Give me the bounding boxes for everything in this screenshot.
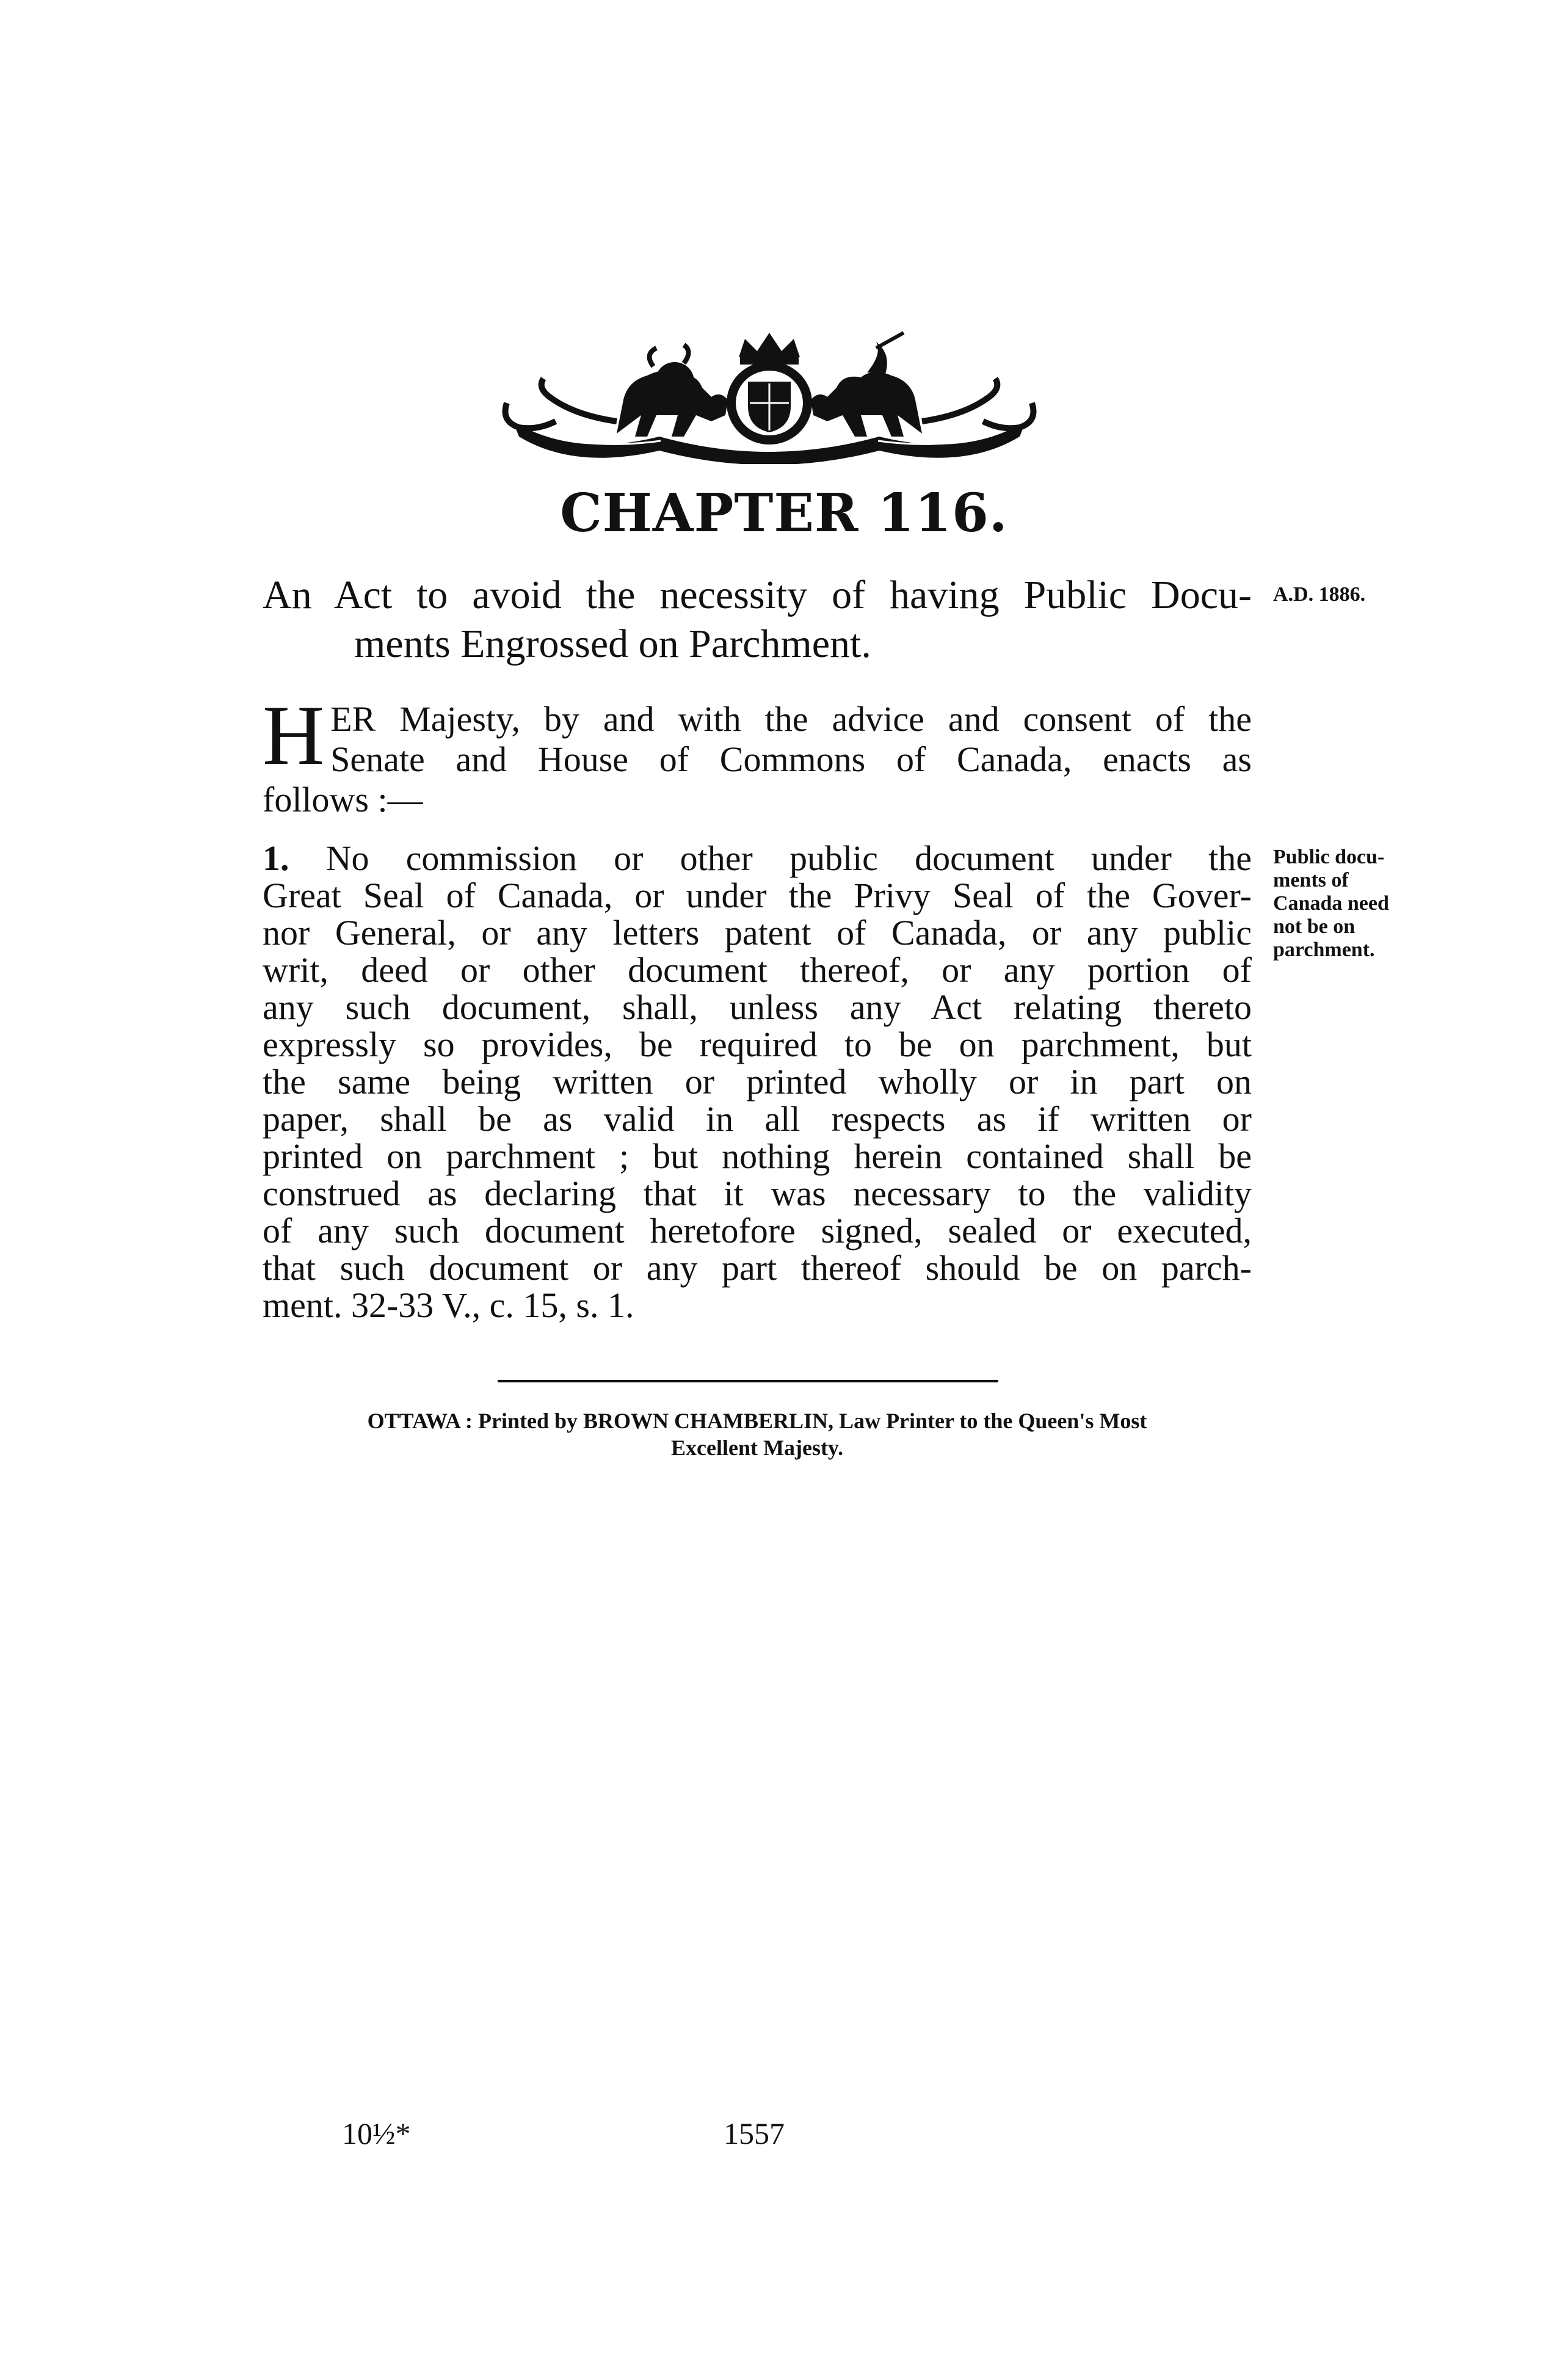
enacting-line-3: follows :— bbox=[263, 780, 423, 819]
section-line: of any such document heretofore signed, sealed or executed, bbox=[263, 1211, 1252, 1251]
section-line: Great Seal of Canada, or under the Privy Seal of the Gover- bbox=[263, 876, 1252, 915]
imprint-line-2: Excellent Majesty. bbox=[671, 1436, 843, 1460]
section-line: nor General, or any letters patent of Canada, or any public bbox=[263, 913, 1252, 953]
chapter-heading: CHAPTER 116. bbox=[560, 482, 1008, 544]
margin-note-line: Public docu- bbox=[1273, 846, 1385, 868]
section-line: the same being written or printed wholly or in part on bbox=[263, 1062, 1252, 1102]
enacting-clause bbox=[263, 688, 1252, 820]
enacting-line-2: Senate and House of Commons of Canada, enacts as bbox=[330, 739, 1252, 779]
section-line: 1. No commission or other public document under the bbox=[263, 838, 1252, 878]
section-line: construed as declaring that it was necessary to the validity bbox=[263, 1174, 1252, 1213]
imprint-line-1: OTTAWA : Printed by BROWN CHAMBERLIN, Law Printer to the Queen's Most bbox=[367, 1409, 1147, 1433]
divider-rule bbox=[498, 1380, 998, 1382]
royal-coat-of-arms bbox=[501, 330, 1038, 464]
printer-imprint bbox=[263, 1407, 1252, 1461]
margin-note-line: parchment. bbox=[1273, 938, 1375, 961]
date-marginal-note: A.D. 1886. bbox=[1273, 583, 1366, 606]
margin-note-line: Canada need bbox=[1273, 892, 1389, 915]
section-line: ment. 32-33 V., c. 15, s. 1. bbox=[263, 1285, 634, 1325]
margin-note-line: not be on bbox=[1273, 915, 1356, 938]
page-number: 1557 bbox=[724, 2116, 785, 2151]
margin-note-line: ments of bbox=[1273, 869, 1349, 891]
section-line: expressly so provides, be required to be on parchment, but bbox=[263, 1025, 1252, 1064]
section-number: 1. bbox=[263, 838, 289, 878]
section-line: any such document, shall, unless any Act relating thereto bbox=[263, 987, 1252, 1027]
drop-cap: H bbox=[263, 688, 325, 783]
section-1 bbox=[263, 840, 1252, 1324]
signature-mark: 10½* bbox=[342, 2116, 411, 2151]
section-line: that such document or any part thereof should be on parch- bbox=[263, 1248, 1252, 1288]
enacting-line-1: ER Majesty, by and with the advice and consent of the bbox=[330, 699, 1252, 739]
section-line: printed on parchment ; but nothing herein contained shall be bbox=[263, 1136, 1252, 1176]
act-title-line-1: An Act to avoid the necessity of having Public Docu- bbox=[263, 573, 1252, 617]
act-title-line-2: ments Engrossed on Parchment. bbox=[354, 622, 871, 666]
section-line: writ, deed or other document thereof, or any portion of bbox=[263, 950, 1252, 990]
section-line: paper, shall be as valid in all respects as if written or bbox=[263, 1099, 1252, 1139]
section-marginal-note bbox=[1273, 846, 1414, 962]
act-title bbox=[263, 571, 1252, 669]
